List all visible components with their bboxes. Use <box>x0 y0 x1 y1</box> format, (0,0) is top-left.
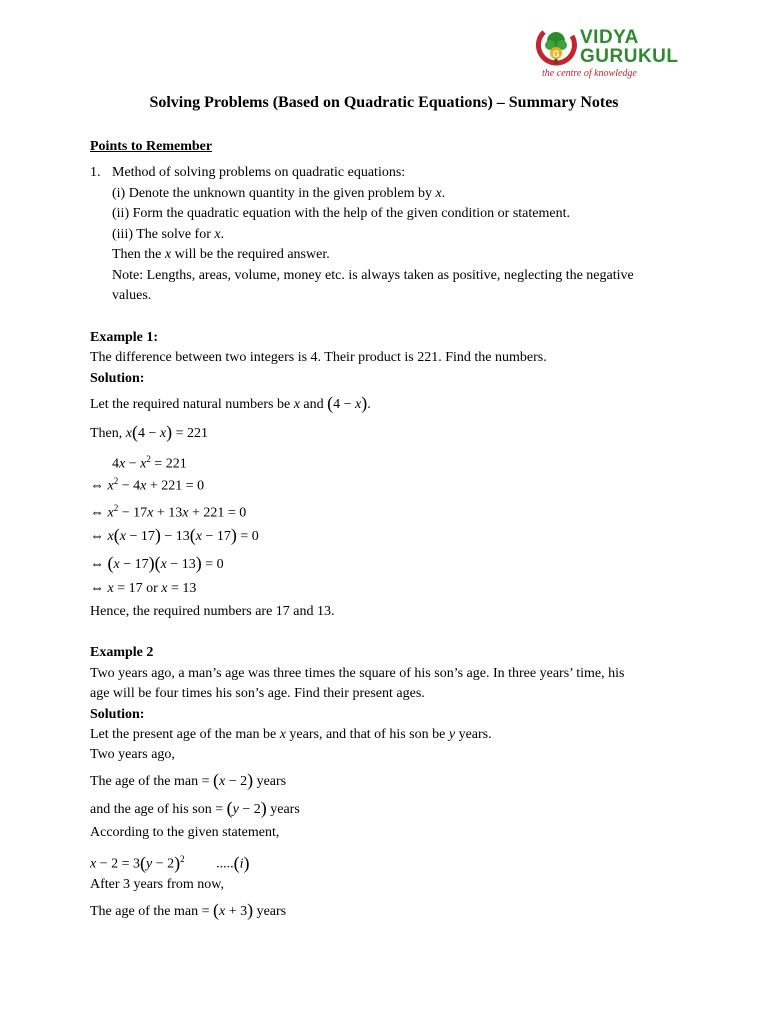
example1-equation: Then, x(4 − x) = 221 <box>90 422 209 442</box>
example2-let: Let the present age of the man be x years, and that of his son be y years. <box>90 727 492 742</box>
logo-tagline: the centre of knowledge <box>542 68 637 79</box>
point-line: (i) Denote the unknown quantity in the given problem by x. <box>112 186 446 201</box>
example2-solution-label: Solution: <box>90 707 145 722</box>
example1-problem: The difference between two integers is 4. Their product is 221. Find the numbers. <box>90 350 547 365</box>
example2-after3: After 3 years from now, <box>90 877 224 892</box>
example2-man-age-later: The age of the man = (x + 3) years <box>90 900 287 920</box>
example1-equation: ⇔ x = 17 or x = 13 <box>90 581 197 596</box>
logo-vidya-text: VIDYA <box>580 27 639 48</box>
example2-son-age: and the age of his son = (y − 2) years <box>90 798 300 818</box>
tree-emblem-icon <box>534 26 578 70</box>
example2-two-years-ago: Two years ago, <box>90 747 175 762</box>
point-line: (ii) Form the quadratic equation with the help of the given condition or statement. <box>112 206 570 221</box>
example1-equation: $4x - x^2 = 221$ <box>112 454 187 472</box>
vidya-gurukul-logo <box>534 26 679 84</box>
example1-equation: ⇔ $x^2 - 17x + 13x + 221 = 0$ <box>90 503 247 521</box>
point-line: Note: Lengths, areas, volume, money etc. is always taken as positive, neglecting the negative <box>112 268 634 283</box>
logo-gurukul-text: GURUKUL <box>580 46 679 67</box>
example1-equation: ⇔ $x^2 - 4x + 221 = 0$ <box>90 476 205 494</box>
point-line: (iii) The solve for x. <box>112 227 225 242</box>
example1-solution-label: Solution: <box>90 371 145 386</box>
point-line: Method of solving problems on quadratic equations: <box>112 165 406 180</box>
example2-problem: age will be four times his son’s age. Find their present ages. <box>90 686 425 701</box>
example2-problem: Two years ago, a man’s age was three times the square of his son’s age. In three years’ time, his <box>90 666 625 681</box>
point-line: Then the x will be the required answer. <box>112 247 330 262</box>
example1-equation: ⇔ x(x − 17) − 13(x − 17) = 0 <box>90 525 259 545</box>
example2-according: According to the given statement, <box>90 825 280 840</box>
page-title: Solving Problems (Based on Quadratic Equations) – Summary Notes <box>149 94 619 111</box>
point-number: 1. <box>90 165 101 180</box>
example1-heading: Example 1: <box>90 330 159 345</box>
example2-man-age: The age of the man = (x − 2) years <box>90 770 287 790</box>
example2-equation-i: $x - 2 = 3(y - 2)^2$ .....(i) <box>90 852 250 873</box>
example1-equation: ⇔ (x − 17)(x − 13) = 0 <box>90 553 224 573</box>
svg-text:G: G <box>552 49 560 59</box>
points-heading: Points to Remember <box>90 139 213 154</box>
example2-heading: Example 2 <box>90 645 154 660</box>
example1-let: Let the required natural numbers be x and (4 − x). <box>90 393 371 413</box>
point-line: values. <box>112 288 152 303</box>
example1-conclusion: Hence, the required numbers are 17 and 13. <box>90 604 335 619</box>
